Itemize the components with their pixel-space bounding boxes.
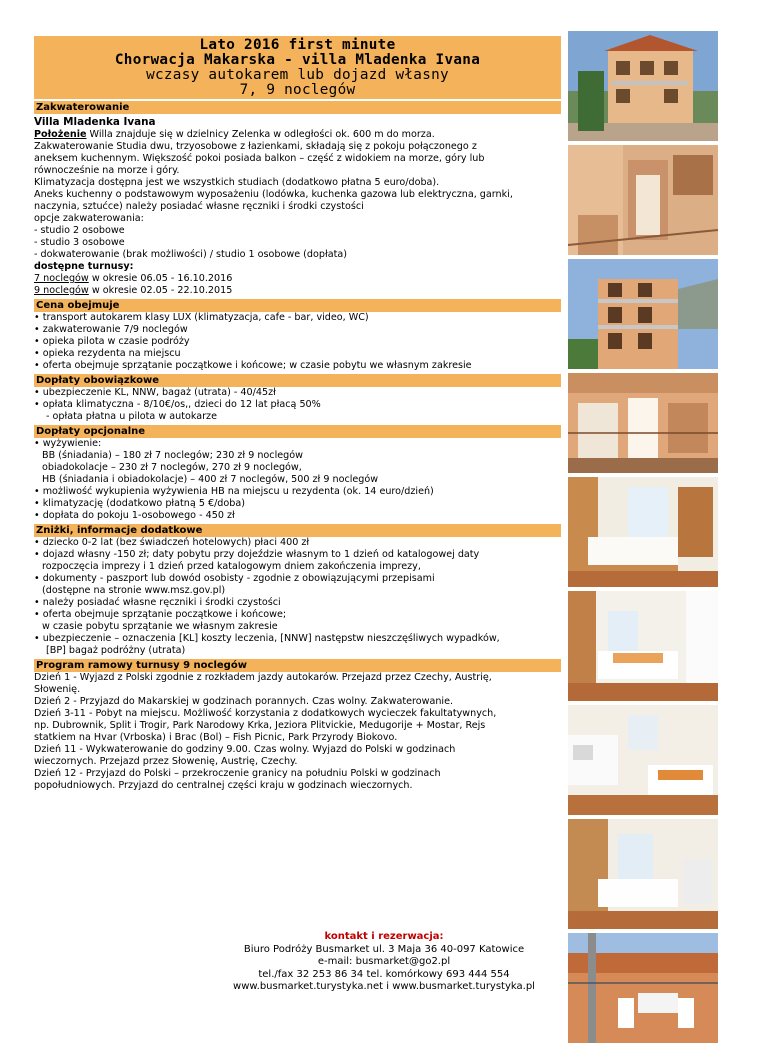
program-line: Dzień 2 - Przyjazd do Makarskiej w godzinach porannych. Czas wolny. Zakwaterowanie.: [34, 696, 454, 707]
contact-websites[interactable]: www.busmarket.turystyka.net i www.busmarket.turystyka.pl: [233, 981, 535, 992]
section-mandatory-fees: Dopłaty obowiązkowe: [34, 374, 561, 387]
list-item: [BP] bagaż podróżny (utrata): [46, 645, 186, 656]
program-line: Dzień 11 - Wykwaterowanie do godziny 9.00. Czas wolny. Wyjazd do Polski w godzinach: [34, 744, 456, 755]
program-line: np. Dubrownik, Split i Trogir, Park Narodowy Krka, Jeziora Plitvickie, Medugorije + Mostar, Rejs: [34, 720, 486, 731]
contact-email[interactable]: e-mail: busmarket@go2.pl: [317, 956, 451, 967]
contact-title-line: [0, 931, 768, 944]
list-item: • wyżywienie:: [34, 438, 102, 449]
list-item: • zakwaterowanie 7/9 noclegów: [34, 324, 188, 335]
section-accommodation: Zakwaterowanie: [34, 101, 561, 114]
location-line: [34, 129, 561, 141]
turnus-line: [34, 285, 561, 297]
section-program: Program ramowy turnusy 9 noclegów: [34, 659, 561, 672]
accommodation-line: - studio 2 osobowe: [34, 225, 125, 236]
header-destination: Chorwacja Makarska - villa Mladenka Ivana: [114, 52, 481, 68]
turnus-dates: w okresie 02.05 - 22.10.2015: [88, 285, 233, 296]
list-item: w czasie pobytu sprzątanie we własnym zakresie: [42, 621, 278, 632]
content-column: [34, 36, 561, 792]
contact-address: Biuro Podróży Busmarket ul. 3 Maja 36 40-097 Katowice: [243, 943, 525, 955]
section-optional-fees: Dopłaty opcjonalne: [34, 425, 561, 438]
accommodation-line: Zakwaterowanie Studia dwu, trzyosobowe z łazienkami, składają się z pokoju połączonego z: [34, 141, 477, 152]
program-list: [34, 672, 561, 792]
accommodation-body: [34, 129, 561, 297]
list-item: • transport autokarem klasy LUX (klimatyzacja, cafe - bar, video, WC): [34, 312, 369, 323]
villa-building-photo: [568, 259, 718, 369]
accommodation-line: Aneks kuchenny o podstawowym wyposażeniu (lodówka, kuchenka gazowa lub elektryczna, garnki,: [34, 189, 513, 200]
list-item: • oferta obejmuje sprzątanie początkowe i końcowe; w czasie pobytu we własnym zakresie: [34, 360, 472, 371]
discounts-list: [34, 537, 561, 657]
turnus-link[interactable]: 7 noclegów: [34, 273, 89, 284]
header-season: Lato 2016 first minute: [199, 37, 396, 53]
villa-balconies-photo: [568, 373, 718, 473]
list-item: • dopłata do pokoju 1-osobowego - 450 zł: [34, 510, 235, 521]
section-discounts: Zniżki, informacje dodatkowe: [34, 524, 561, 537]
studio-bedroom-photo: [568, 477, 718, 587]
contact-block: [0, 931, 768, 994]
program-line: wieczornych. Przejazd przez Słowenię, Austrię, Czechy.: [34, 756, 298, 767]
list-item: • opłata klimatyczna - 8/10€/os,, dzieci do 12 lat płacą 50%: [34, 399, 321, 410]
program-line: Dzień 1 - Wyjazd z Polski zgodnie z rozkładem jazdy autokarów. Przejazd przez Czechy, Austrię,: [34, 672, 492, 683]
studio-kitchen-photo: [568, 705, 718, 815]
turnus-dates: w okresie 06.05 - 16.10.2016: [88, 273, 233, 284]
offer-header: [34, 36, 561, 99]
list-item: obiadokolacje – 230 zł 7 noclegów, 270 zł 9 noclegów,: [42, 462, 302, 473]
program-line: Dzień 3-11 - Pobyt na miejscu. Możliwość korzystania z dodatkowych wycieczek fakultatywnych,: [34, 708, 497, 719]
list-item: BB (śniadania) – 180 zł 7 noclegów; 230 zł 9 noclegów: [42, 450, 303, 461]
list-item: • należy posiadać własne ręczniki i środki czystości: [34, 597, 281, 608]
accommodation-line: opcje zakwaterowania:: [34, 213, 144, 224]
list-item: • ubezpieczenie KL, NNW, bagaż (utrata) - 40/45zł: [34, 387, 276, 398]
contact-colon: :: [439, 931, 444, 942]
header-transport: wczasy autokarem lub dojazd własny: [146, 67, 449, 83]
studio-bedroom-two-photo: [568, 819, 718, 929]
header-nights: 7, 9 noclegów: [239, 82, 356, 98]
turnus-link[interactable]: 9 noclegów: [34, 285, 89, 296]
photo-column: [566, 31, 738, 1047]
accommodation-line: aneksem kuchennym. Większość pokoi posiada balkon – część z widokiem na morze, góry lub: [34, 153, 485, 164]
turnusy-label: dostępne turnusy:: [34, 261, 134, 272]
list-item: • dojazd własny -150 zł; daty pobytu przy dojeździe własnym to 1 dzień od katalogowej daty: [34, 549, 480, 560]
list-item: • oferta obejmuje sprzątanie początkowe i końcowe;: [34, 609, 287, 620]
list-item: • dziecko 0-2 lat (bez świadczeń hotelowych) płaci 400 zł: [34, 537, 310, 548]
villa-exterior-photo: [568, 31, 718, 141]
list-item: • klimatyzację (dodatkowo płatną 5 €/doba): [34, 498, 245, 509]
list-item: • opieka rezydenta na miejscu: [34, 348, 181, 359]
price-list: [34, 312, 561, 372]
list-item: rozpoczęcia imprezy i 1 dzień przed katalogowym dniem zakończenia imprezy,: [42, 561, 421, 572]
villa-name: Villa Mladenka Ivana: [34, 116, 156, 128]
contact-phone: tel./fax 32 253 86 34 tel. komórkowy 693 444 554: [258, 968, 510, 980]
studio-room-photo: [568, 591, 718, 701]
list-item: • dokumenty - paszport lub dowód osobisty - zgodnie z obowiązującymi przepisami: [34, 573, 435, 584]
list-item: • możliwość wykupienia wyżywienia HB na miejscu u rezydenta (ok. 14 euro/dzień): [34, 486, 434, 497]
location-text: Willa znajduje się w dzielnicy Zelenka w odległości ok. 600 m do morza.: [86, 129, 435, 140]
program-line: statkiem na Hvar (Vrboska) i Brac (Bol) – Fish Picnic, Park Przyrody Biokovo.: [34, 732, 398, 743]
accommodation-line: naczynia, sztućce) należy posiadać własne ręczniki i środki czystości: [34, 201, 364, 212]
list-item: (dostępne na stronie www.msz.gov.pl): [42, 585, 226, 596]
accommodation-line: Klimatyzacja dostępna jest we wszystkich studiach (dodatkowo płatna 5 euro/doba).: [34, 177, 440, 188]
turnus-line: [34, 273, 561, 285]
program-line: Dzień 12 - Przyjazd do Polski – przekroczenie granicy na południu Polski w godzinach: [34, 768, 441, 779]
accommodation-line: - dokwaterowanie (brak możliwości) / studio 1 osobowe (dopłata): [34, 249, 347, 260]
list-item: • ubezpieczenie – oznaczenia [KL] koszty leczenia, [NNW] następstw nieszczęśliwych wypadków,: [34, 633, 500, 644]
accommodation-line: równocześnie na morze i góry.: [34, 165, 180, 176]
villa-entrance-photo: [568, 145, 718, 255]
section-price-includes: Cena obejmuje: [34, 299, 561, 312]
program-line: popołudniowych. Przyjazd do centralnej części kraju w godzinach wieczornych.: [34, 780, 413, 791]
list-item: - opłata płatna u pilota w autokarze: [46, 411, 217, 422]
program-line: Słowenię.: [34, 684, 81, 695]
optional-list: [34, 438, 561, 522]
list-item: • opieka pilota w czasie podróży: [34, 336, 190, 347]
mandatory-list: [34, 387, 561, 423]
list-item: HB (śniadania i obiadokolacje) – 400 zł 7 noclegów, 500 zł 9 noclegów: [42, 474, 379, 485]
location-label: Położenie: [34, 129, 87, 140]
accommodation-line: - studio 3 osobowe: [34, 237, 125, 248]
contact-title: kontakt i rezerwacja: [324, 931, 440, 942]
